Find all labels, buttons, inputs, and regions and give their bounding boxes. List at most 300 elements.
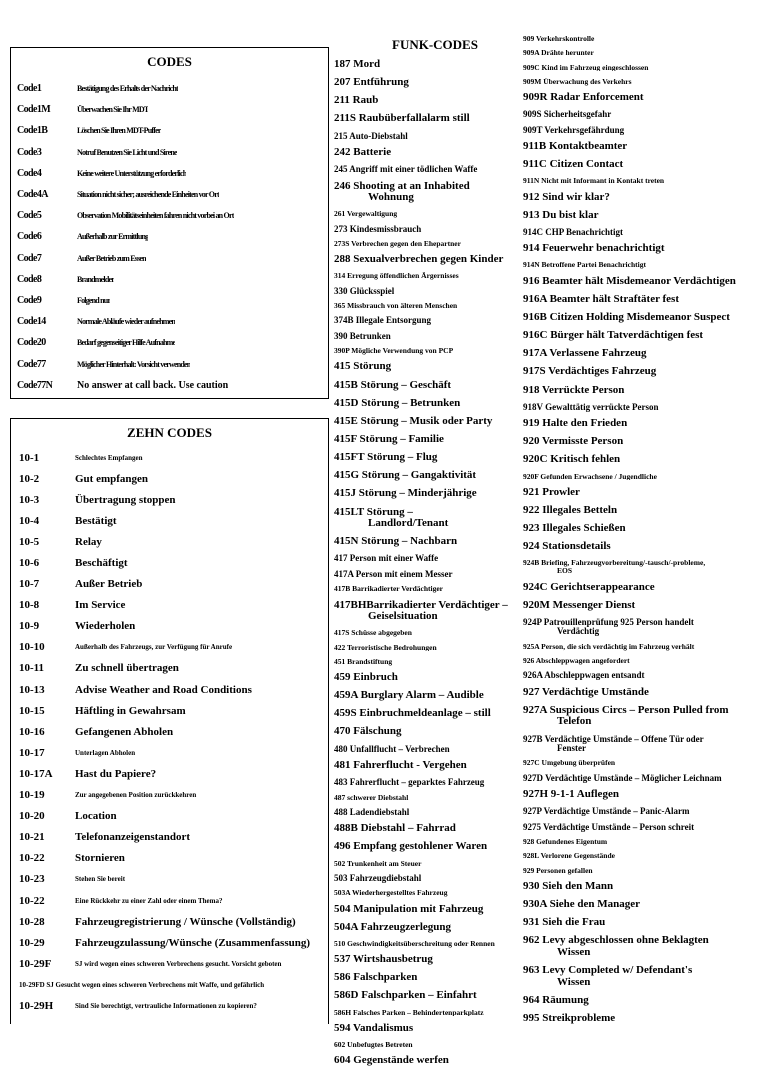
funk-code-text: 9275 Verdächtige Umstände – Person schreit [523,822,695,832]
funk-code-text: 459S Einbruchmeldeanlage – still [334,708,491,720]
code-description: Keine weitere Unterstützung erforderlich [77,168,187,178]
funk-code-text: 390 Betrunken [334,331,391,341]
funk-code-text: 187 Mord [334,59,381,70]
zehn-code-number: 10-4 [19,514,40,527]
zehn-code-description: SJ wird wegen eines schweren Verbrechens gesucht. Vorsicht geboten [75,959,282,968]
zehn-code-row [19,848,328,869]
funk-code-item [523,852,766,860]
funk-code-continuation: Geiselsituation [368,610,438,623]
funk-code-text: 927B Verdächtige Umstände – Offene Tür oder [523,734,704,744]
funk-code-item [334,254,526,266]
funk-code-item [334,990,526,1002]
funk-code-item [334,536,526,548]
code-number: Code1B [17,125,48,137]
funk-code-item [523,312,766,324]
funk-code-item [523,759,766,767]
zehn-code-number: 10-3 [19,493,40,506]
funk-code-item [523,705,766,728]
funk-code-item [334,95,526,107]
zehn-code-row [19,827,328,848]
funk-code-item [334,361,526,373]
zehn-code-row [19,658,328,679]
funk-code-text: 911B Kontaktbeamter [523,141,628,153]
funk-code-text: 502 Trunkenheit am Steuer [334,859,422,868]
funk-code-text: 916B Citizen Holding Misdemeanor Suspect [523,312,730,324]
code-number: Code9 [17,294,42,306]
code-number: Code14 [17,316,46,328]
funk-code-text: 913 Du bist klar [523,209,599,221]
zehn-code-description: Fahrzeugregistrierung / Wünsche (Vollständig) [75,915,296,928]
funk-code-text: 925A Person, die sich verdächtig im Fahrzeug verhält [523,642,695,651]
funk-code-text: 916C Bürger hält Tatverdächtigen fest [523,330,704,342]
zehn-code-description: Bestätigt [75,514,117,527]
zehn-code-number: 10-15 [19,704,45,717]
funk-code-item [334,904,526,916]
funk-code-item [334,452,526,464]
code-description: Bedarf gegenseitiger Hilfe Aufnahme [77,338,176,348]
funk-code-text: 909M Überwachung des Verkehrs [523,77,632,86]
funk-code-text: 928L Verlorene Gegenstände [523,852,615,861]
codes-title: CODES [147,54,192,69]
code-description: Außer Betrieb zum Essen [77,253,146,263]
code-number: Code1 [17,83,42,95]
funk-code-item [523,473,766,481]
funk-code-text: 374B Illegale Entsorgung [334,316,432,326]
code-number: Code8 [17,273,42,285]
funk-code-item [523,774,766,783]
zehn-code-number: 10-5 [19,535,40,548]
zehn-code-full-line: 10-29FD SJ Gesucht wegen eines schweren Verbrechens mit Waffe, und gefährlich [19,980,265,989]
code-row [17,353,328,374]
funk-code-item [334,726,526,738]
funk-code-item [523,141,766,153]
zehn-code-description: Unterlagen Abholen [75,748,136,757]
funk-code-text: 504 Manipulation mit Fahrzeug [334,903,484,915]
code-description: Brandmelder [77,274,114,284]
funk-code-text: 415D Störung – Betrunken [334,397,461,409]
zehn-code-row [19,531,328,552]
funk-code-item [523,643,766,651]
funk-code-item [334,316,526,325]
code-row [17,120,328,141]
code-number: Code3 [17,146,42,158]
funk-code-text: 927D Verdächtige Umstände – Möglicher Leichnam [523,773,722,783]
zehn-code-row [19,890,328,911]
funk-code-item [334,434,526,446]
funk-code-item [334,629,526,637]
funk-code-text: 909C Kind im Fahrzeug eingeschlossen [523,63,649,72]
funk-code-text: 911N Nicht mit Informant in Kontakt treten [523,177,665,186]
funk-code-item [523,64,766,72]
funk-codes-column-2 [523,35,766,1031]
funk-code-item [523,49,766,57]
funk-code-text: 604 Gegenstände werfen [334,1055,449,1067]
zehn-code-description: Location [75,810,117,823]
funk-code-text: 594 Vandalismus [334,1022,414,1034]
zehn-code-number: 10-9 [19,620,40,633]
zehn-code-row [19,595,328,616]
zehn-code-description: Gut empfangen [75,472,149,485]
funk-code-text: 459A Burglary Alarm – Audible [334,690,484,702]
funk-code-text: 909R Radar Enforcement [523,92,644,104]
code-number: Code77N [17,379,53,391]
code-row [17,290,328,311]
funk-code-item [334,302,526,310]
funk-code-item [334,860,526,868]
funk-code-text: 914N Betroffene Partei Benachrichtigt [523,261,646,270]
funk-code-text: 586D Falschparken – Einfahrt [334,990,477,1002]
zehn-code-number: 10-1 [19,451,40,464]
zehn-code-row [19,700,328,721]
funk-code-item [523,35,766,43]
funk-code-text: 417 Person mit einer Waffe [334,554,439,564]
funk-code-text: 909T Verkehrsgefährdung [523,125,625,135]
zehn-code-row [19,869,328,890]
zehn-code-description: Außer Betrieb [75,578,143,591]
code-description: Observation Mobilitätseinheiten fahren nicht vorbei an Ort [77,211,234,221]
funk-code-text: 483 Fahrerflucht – geparktes Fahrzeug [334,778,485,788]
zehn-code-row [19,911,328,932]
code-row [17,226,328,247]
funk-code-text: 586 Falschparken [334,972,418,984]
funk-code-text: 927C Umgebung überprüfen [523,759,616,768]
funk-code-text: 909A Drähte herunter [523,49,594,58]
funk-code-item [334,922,526,934]
funk-code-text: 923 Illegales Schießen [523,523,626,535]
funk-code-text: 415 Störung [334,361,392,373]
funk-code-item [523,917,766,929]
funk-code-item [334,1055,526,1067]
code-description: Situation nicht sicher; ausreichende Einheiten vor Ort [77,190,219,200]
funk-code-item [334,507,526,530]
funk-code-text: 480 Unfallflucht – Verbrechen [334,744,450,754]
funk-code-item [523,881,766,893]
funk-code-item [523,159,766,171]
funk-code-text: 920 Vermisste Person [523,436,624,448]
funk-code-item [523,348,766,360]
funk-code-item [334,347,526,355]
funk-code-text: 211S Raubüberfallalarm still [334,113,470,125]
funk-code-item [334,210,526,218]
funk-code-text: 963 Levy Completed w/ Defendant's [523,965,693,977]
code-description: Normale Abläufe wieder aufnehmen [77,317,176,327]
funk-code-text: 417B Barrikadierter Verdächtiger [334,585,444,594]
funk-code-item [523,366,766,378]
code-number: Code4A [17,189,48,201]
funk-code-item [334,488,526,500]
funk-code-text: 912 Sind wir klar? [523,191,610,203]
funk-code-text: 503A Wiederhergestelltes Fahrzeug [334,889,448,898]
funk-codes-column-1 [334,37,526,1073]
funk-code-item [334,240,526,248]
funk-code-text: 586H Falsches Parken – Behindertenparkplatz [334,1008,484,1017]
zehn-code-description: Häftling in Gewahrsam [75,704,186,717]
funk-code-item [523,92,766,104]
funk-code-item [523,177,766,185]
zehn-code-description: Wiederholen [75,620,136,633]
zehn-code-description: Zu schnell übertragen [75,662,179,675]
code-row [17,269,328,290]
funk-code-item [523,228,766,237]
funk-code-item [334,672,526,684]
code-row [17,311,328,332]
funk-code-text: 470 Fälschung [334,726,402,738]
zehn-code-row [19,806,328,827]
funk-code-text: 417BHBarrikadierter Verdächtiger – [334,599,508,611]
funk-code-text: 487 schwerer Diebstahl [334,793,409,802]
zehn-code-number: 10-29 [19,936,45,949]
code-description: No answer at call back. Use caution [77,379,229,391]
funk-code-item [334,77,526,89]
funk-code-item [523,487,766,499]
funk-code-item [523,523,766,535]
zehn-code-row [19,742,328,763]
code-number: Code1M [17,104,51,116]
zehn-code-description: Hast du Papiere? [75,767,157,780]
funk-code-item [523,935,766,958]
funk-code-text: 909S Sicherheitsgefahr [523,110,612,120]
funk-code-item [523,243,766,255]
funk-code-item [523,294,766,306]
zehn-codes-list [11,447,328,1017]
funk-code-text: 922 Illegales Betteln [523,505,618,516]
zehn-code-description: Sind Sie berechtigt, vertrauliche Informationen zu kopieren? [75,1001,257,1010]
zehn-code-row [19,510,328,531]
funk-code-item [523,330,766,342]
funk-code-item [523,559,766,575]
funk-code-item [523,78,766,86]
funk-code-text: 909 Verkehrskontrolle [523,35,595,43]
funk-code-text: 927H 9-1-1 Auflegen [523,789,619,801]
funk-code-item [523,126,766,135]
funk-code-item [334,972,526,984]
funk-code-item [523,454,766,466]
code-row [17,184,328,205]
funk-code-text: 415G Störung – Gangaktivität [334,470,477,482]
funk-code-text: 330 Glücksspiel [334,286,395,296]
funk-code-item [523,192,766,204]
zehn-code-row [19,721,328,742]
zehn-code-row [19,552,328,573]
funk-code-text: 207 Entführung [334,77,409,89]
funk-code-item [334,113,526,125]
funk-code-text: 918V Gewalttätig verrückte Person [523,402,659,412]
zehn-code-number: 10-29H [19,999,54,1012]
zehn-code-number: 10-22 [19,852,45,865]
funk-code-text: 930A Siehe den Manager [523,899,641,911]
zehn-code-description: Fahrzeugzulassung/Wünsche (Zusammenfassung) [75,936,311,949]
zehn-code-row [19,489,328,510]
code-description: Bestätigung des Erhalts der Nachricht [77,84,178,94]
codes-panel [10,47,329,399]
funk-code-text: 510 Geschwindigkeitsüberschreitung oder Rennen [334,939,495,948]
zehn-code-number: 10-21 [19,831,45,844]
funk-code-text: 917A Verlassene Fahrzeug [523,348,647,360]
funk-code-text: 314 Erregung öffendlichen Ärgernisses [334,272,459,281]
funk-code-text: 962 Levy abgeschlossen ohne Beklagten [523,935,709,947]
funk-code-item [334,823,526,835]
zehn-code-number: 10-17A [19,767,53,780]
zehn-code-number: 10-10 [19,641,45,654]
funk-code-item [523,671,766,680]
zehn-code-number: 10-16 [19,725,45,738]
funk-code-text: 245 Angriff mit einer tödlichen Waffe [334,165,478,175]
funk-code-text: 927 Verdächtige Umstände [523,686,649,698]
zehn-code-number: 10-29F [19,957,52,970]
funk-code-item [334,398,526,410]
funk-code-item [334,287,526,296]
codes-list [11,78,328,396]
zehn-code-row [19,932,328,953]
funk-code-text: 920F Gefunden Erwachsene / Jugendliche [523,472,657,481]
funk-code-item [334,808,526,817]
funk-code-text: 415F Störung – Familie [334,434,444,446]
funk-code-item [523,385,766,397]
funk-code-text: 415FT Störung – Flug [334,452,438,464]
funk-code-item [334,1009,526,1017]
code-number: Code6 [17,231,42,243]
funk-code-item [334,59,526,71]
funk-code-text: 503 Fahrzeugdiebstahl [334,873,422,883]
funk-code-item [334,1041,526,1049]
zehn-code-row [19,468,328,489]
funk-code-item [523,261,766,269]
zehn-code-description: Gefangenen Abholen [75,725,174,738]
funk-code-text: 273 Kindesmissbrauch [334,224,422,234]
funk-code-text: 931 Sieh die Frau [523,917,606,929]
funk-code-item [334,745,526,754]
funk-code-item [334,416,526,428]
funk-code-item [523,823,766,832]
zehn-code-description: Übertragung stoppen [75,493,176,506]
funk-code-item [334,760,526,772]
code-description: Außerhalb zur Ermittlung [77,232,149,242]
funk-code-text: 422 Terroristische Bedrohungen [334,643,437,652]
code-description: Möglicher Hinterhalt: Vorsicht verwenden [77,359,191,369]
zehn-code-number: 10-11 [19,662,45,675]
code-description: Folgend nur [77,295,111,305]
zehn-code-description: Beschäftigt [75,557,128,570]
funk-code-item [334,600,526,623]
code-number: Code77 [17,358,46,370]
code-row [17,78,328,99]
funk-code-text: 496 Empfang gestohlener Waren [334,841,488,853]
funk-code-text: 995 Streikprobleme [523,1012,616,1024]
code-number: Code20 [17,337,46,349]
funk-code-item [334,165,526,174]
zehn-code-row [19,785,328,806]
funk-code-item [334,585,526,593]
funk-code-continuation: Telefon [557,715,592,728]
funk-code-text: 417S Schüsse abgegeben [334,629,412,638]
funk-code-item [523,838,766,846]
funk-code-item [334,470,526,482]
funk-code-text: 927P Verdächtige Umstände – Panic-Alarm [523,807,690,817]
funk-code-item [523,995,766,1007]
funk-code-text: 926A Abschleppwagen entsandt [523,671,645,681]
code-number: Code5 [17,210,42,222]
funk-code-item [334,147,526,159]
code-row [17,332,328,353]
funk-code-text: 927A Suspicious Circs – Person Pulled from [523,704,729,716]
funk-code-item [523,600,766,612]
funk-code-item [523,418,766,430]
zehn-code-description: Außerhalb des Fahrzeugs, zur Verfügung für Anrufe [75,643,233,652]
funk-code-text: 924P Patrouillenprüfung 925 Person handelt [523,617,694,627]
funk-code-continuation: EOS [557,566,573,576]
funk-code-text: 415E Störung – Musik oder Party [334,415,493,427]
funk-code-text: 261 Vergewaltigung [334,210,398,219]
funk-code-item [334,889,526,897]
funk-code-continuation: Wissen [557,975,591,988]
code-row [17,99,328,120]
zehn-code-number: 10-19 [19,789,45,802]
funk-code-item [523,436,766,448]
funk-code-item [523,807,766,816]
funk-code-text: 415LT Störung – [334,506,413,518]
funk-code-text: 273S Verbrechen gegen den Ehepartner [334,239,461,248]
code-row [17,163,328,184]
funk-code-item [334,658,526,666]
funk-code-item [334,332,526,341]
funk-code-item [523,403,766,412]
funk-code-text: 921 Prowler [523,486,580,498]
funk-codes-list-2 [523,35,766,1024]
funk-code-text: 451 Brandstiftung [334,657,393,666]
funk-code-text: 914 Feuerwehr benachrichtigt [523,243,665,255]
zehn-code-number: 10-13 [19,683,45,696]
funk-code-text: 928 Gefundenes Eigentum [523,838,608,846]
funk-code-item [334,181,526,204]
funk-code-text: 481 Fahrerflucht - Vergehen [334,760,467,772]
funk-code-item [523,110,766,119]
zehn-code-description: Im Service [75,599,126,612]
funk-code-text: 365 Missbrauch von älteren Menschen [334,302,458,310]
zehn-code-description: Schlechtes Empfangen [75,453,143,462]
zehn-codes-title: ZEHN CODES [127,425,212,440]
funk-code-text: 929 Personen gefallen [523,866,593,875]
funk-code-item [523,867,766,875]
zehn-code-description: Telefonanzeigenstandort [75,831,191,844]
funk-code-text: 919 Halte den Frieden [523,418,628,430]
funk-code-item [334,940,526,948]
funk-code-text: 911C Citizen Contact [523,159,624,171]
code-number: Code7 [17,252,42,264]
funk-code-item [523,210,766,222]
funk-code-item [523,618,766,637]
funk-code-item [523,899,766,911]
zehn-code-number: 10-23 [19,873,45,886]
funk-code-item [334,690,526,702]
funk-code-item [334,841,526,853]
funk-code-text: 918 Verrückte Person [523,384,625,396]
funk-codes-list-1 [334,59,526,1067]
zehn-code-row [19,679,328,700]
funk-code-text: 917S Verdächtiges Fahrzeug [523,366,657,378]
funk-code-text: 916 Beamter hält Misdemeanor Verdächtigen [523,275,736,287]
funk-code-text: 415B Störung – Geschäft [334,379,452,391]
funk-code-text: 459 Einbruch [334,672,398,684]
zehn-code-number: 10-17 [19,746,45,759]
funk-code-item [523,687,766,699]
zehn-code-row [19,637,328,658]
code-description: Notruf Benutzen Sie Licht und Sirene [77,147,177,157]
funk-code-text: 964 Räumung [523,994,589,1006]
funk-code-continuation: Landlord/Tenant [368,517,449,530]
funk-code-item [334,708,526,720]
funk-code-text: 390P Mögliche Verwendung von PCP [334,347,454,356]
zehn-code-number: 10-7 [19,578,40,591]
